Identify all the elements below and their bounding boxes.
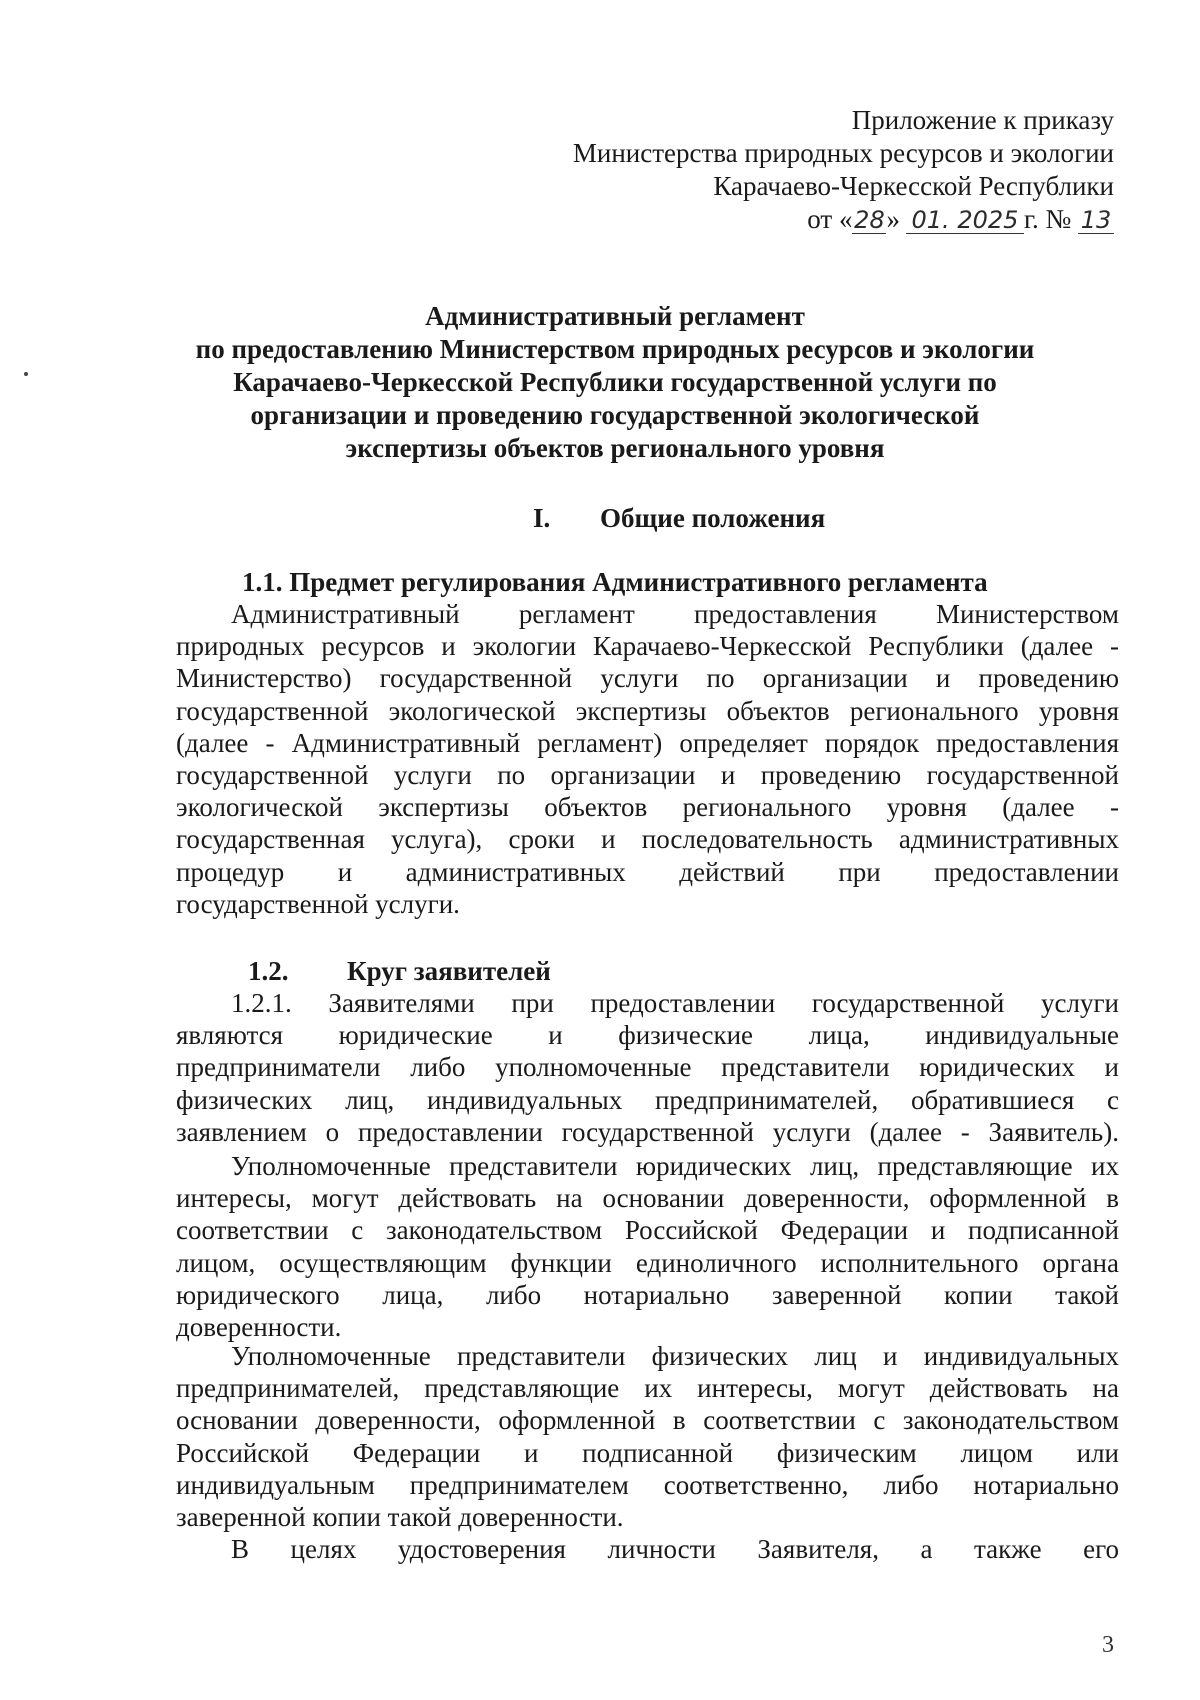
- text-line: индивидуальным предпринимателем соответственно, либо нотариально: [176, 1469, 1119, 1500]
- text-line: доверенности.: [176, 1311, 342, 1342]
- paragraph-legal-representatives: [176, 1150, 1119, 1343]
- text-line: являются юридические и физические лица, индивидуальные: [176, 1020, 1119, 1051]
- subsection-2-title: Круг заявителей: [347, 956, 551, 986]
- approval-line-3: Карачаево-Черкесской Республики: [713, 171, 1114, 201]
- text-line: процедур и административных действий при предоставлении: [176, 856, 1119, 887]
- approval-line-2: Министерства природных ресурсов и экологии: [572, 138, 1114, 168]
- text-line: государственной услуги.: [176, 888, 460, 919]
- document-title: [150, 300, 1080, 465]
- handwritten-day: 28: [854, 206, 885, 234]
- scan-speck: [24, 372, 28, 376]
- subsection-1-heading: 1.1. Предмет регулирования Административного регламента: [242, 567, 988, 597]
- approval-block: [573, 104, 1114, 236]
- approval-line-1: Приложение к приказу: [851, 105, 1114, 135]
- text-line: В целях удостоверения личности Заявителя, а также его: [231, 1534, 1119, 1564]
- date-prefix: от «: [807, 204, 853, 234]
- text-line: интересы, могут действовать на основании доверенности, оформленной в: [176, 1183, 1119, 1214]
- text-line: заверенной копии такой доверенности.: [176, 1501, 624, 1532]
- text-line: предприниматели либо уполномоченные представители юридических и: [176, 1052, 1119, 1083]
- date-suffix: г. №: [1023, 204, 1072, 234]
- text-line: (далее - Административный регламент) определяет порядок предоставления: [176, 727, 1119, 758]
- paragraph-identity: [176, 1533, 1119, 1565]
- text-line: основании доверенности, оформленной в соответствии с законодательством: [176, 1405, 1119, 1436]
- subsection-2-number: 1.2.: [248, 956, 289, 986]
- page-number: 3: [1102, 1632, 1114, 1658]
- text-line: Административный регламент предоставления Министерством: [231, 599, 1119, 629]
- paragraph-1-2-1: [176, 987, 1119, 1148]
- text-line: Министерство) государственной услуги по организации и проведению: [176, 663, 1119, 694]
- title-line-2: по предоставлению Министерством природных ресурсов и экологии: [195, 334, 1035, 364]
- text-line: предпринимателей, представляющие их интересы, могут действовать на: [176, 1373, 1119, 1404]
- text-line: соответствии с законодательством Российской Федерации и подписанной: [176, 1215, 1119, 1246]
- title-line-1: Административный регламент: [425, 301, 805, 331]
- text-line: государственной услуги по организации и проведению государственной: [176, 759, 1119, 790]
- text-line: государственная услуга), сроки и последовательность административных: [176, 824, 1119, 855]
- handwritten-month-year: 01. 2025: [906, 207, 1024, 234]
- text-line: 1.2.1. Заявителями при предоставлении государственной услуги: [231, 988, 1119, 1018]
- paragraph-individual-representatives: [176, 1340, 1119, 1533]
- title-line-3: Карачаево-Черкесской Республики государственной услуги по: [233, 367, 997, 397]
- title-line-4: организации и проведению государственной экологической: [250, 400, 980, 430]
- paragraph-1-1: [176, 598, 1119, 920]
- approval-date-line: [573, 203, 1114, 236]
- text-line: заявлением о предоставлении государственной услуги (далее - Заявитель).: [176, 1116, 1119, 1147]
- text-line: природных ресурсов и экологии Карачаево-Черкесской Республики (далее -: [176, 631, 1119, 662]
- text-line: Уполномоченные представители юридических лиц, представляющие их: [231, 1151, 1119, 1181]
- text-line: лицом, осуществляющим функции единоличного исполнительного органа: [176, 1247, 1119, 1278]
- text-line: экологической экспертизы объектов регионального уровня (далее -: [176, 792, 1119, 823]
- title-line-5: экспертизы объектов регионального уровня: [345, 433, 885, 463]
- text-line: юридического лица, либо нотариально заверенной копии такой: [176, 1279, 1119, 1310]
- date-mid: »: [886, 204, 900, 234]
- text-line: Уполномоченные представители физических лиц и индивидуальных: [231, 1341, 1119, 1371]
- text-line: физических лиц, индивидуальных предпринимателей, обратившиеся с: [176, 1084, 1119, 1115]
- text-line: государственной экологической экспертизы объектов регионального уровня: [176, 695, 1119, 726]
- section-title: Общие положения: [600, 503, 826, 533]
- text-line: Российской Федерации и подписанной физическим лицом или: [176, 1437, 1119, 1468]
- section-number: I.: [533, 503, 551, 533]
- handwritten-order-number: 13: [1078, 207, 1114, 234]
